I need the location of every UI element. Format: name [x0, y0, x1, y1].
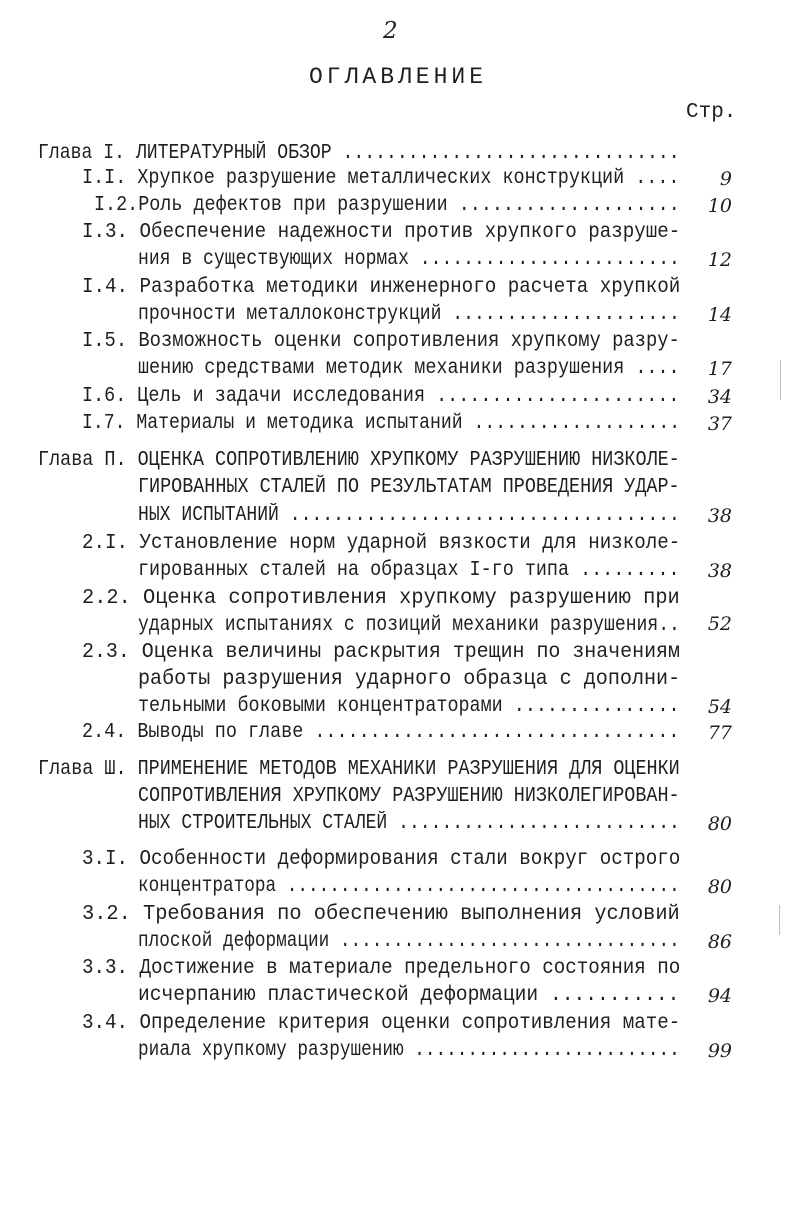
- scan-artifact: [779, 905, 780, 935]
- toc-entry-3-4: 3.4. Определение критерия оценки сопротивления мате-: [82, 1012, 681, 1035]
- toc-chapter-2: Глава П. ОЦЕНКА СОПРОТИВЛЕНИЮ ХРУПКОМУ РАЗРУШЕНИЮ НИЗКОЛЕ-: [38, 449, 680, 472]
- toc-page-1-2: 10: [707, 195, 732, 217]
- toc-entry-2-3-cont-1: работы разрушения ударного образца с дополни-: [138, 668, 681, 691]
- toc-chapter-3-cont-1: СОПРОТИВЛЕНИЯ ХРУПКОМУ РАЗРУШЕНИЮ НИЗКОЛЕГИРОВАН-: [138, 785, 680, 808]
- toc-entry-2-2: 2.2. Оценка сопротивления хрупкому разрушению при: [82, 587, 680, 610]
- toc-entry-1-4-cont: прочности металлоконструкций .....................: [138, 303, 680, 326]
- page-column-header: Стр.: [686, 101, 737, 124]
- toc-entry-1-5-cont: шению средствами методик механики разрушения ....: [138, 357, 680, 380]
- toc-entry-1-5: I.5. Возможность оценки сопротивления хрупкому разру-: [82, 330, 680, 353]
- toc-entry-3-3: 3.3. Достижение в материале предельного состояния по: [82, 957, 681, 980]
- toc-entry-2-3: 2.3. Оценка величины раскрытия трещин по значениям: [82, 641, 680, 664]
- toc-entry-1-3: I.3. Обеспечение надежности против хрупкого разруше-: [82, 221, 681, 244]
- toc-page-1-4: 14: [707, 304, 732, 326]
- toc-entry-1-1: I.I. Хрупкое разрушение металлических конструкций ....: [82, 167, 680, 190]
- toc-page-1-6: 34: [707, 386, 732, 408]
- scan-artifact: [780, 360, 781, 400]
- toc-entry-1-6: I.6. Цель и задачи исследования ......................: [82, 385, 680, 408]
- page-title: ОГЛАВЛЕНИЕ: [308, 64, 488, 90]
- toc-page-3-3: 94: [707, 985, 732, 1007]
- toc-entry-1-3-cont: ния в существующих нормах ........................: [138, 248, 680, 271]
- toc-entry-3-2: 3.2. Требования по обеспечению выполнения условий: [82, 903, 680, 926]
- toc-entry-3-4-cont: риала хрупкому разрушению .........................: [138, 1039, 680, 1062]
- toc-chapter-3-cont-2: НЫХ СТРОИТЕЛЬНЫХ СТАЛЕЙ ..........................: [138, 812, 680, 835]
- toc-page-chapter-3: 80: [707, 813, 732, 835]
- toc-page-3-1: 80: [707, 876, 732, 898]
- toc-page-2-4: 77: [707, 722, 732, 744]
- toc-page-1-1: 9: [719, 168, 732, 190]
- toc-chapter-2-cont-1: ГИРОВАННЫХ СТАЛЕЙ ПО РЕЗУЛЬТАТАМ ПРОВЕДЕНИЯ УДАР-: [138, 476, 680, 499]
- toc-entry-2-1: 2.I. Установление норм ударной вязкости для низколе-: [82, 532, 681, 555]
- toc-entry-3-3-cont: исчерпанию пластической деформации ...........: [138, 984, 680, 1007]
- toc-page-1-5: 17: [707, 358, 732, 380]
- toc-page-2-2: 52: [707, 613, 732, 635]
- page-number: 2: [383, 18, 398, 44]
- toc-entry-1-4: I.4. Разработка методики инженерного расчета хрупкой: [82, 276, 681, 299]
- toc-entry-2-3-cont-2: тельными боковыми концентраторами ...............: [138, 695, 680, 718]
- toc-page-chapter-2: 38: [707, 505, 732, 527]
- toc-entry-2-2-cont: ударных испытаниях с позиций механики разрушения..: [138, 614, 680, 637]
- toc-page-2-1: 38: [707, 560, 732, 582]
- toc-chapter-2-cont-2: НЫХ ИСПЫТАНИЙ ....................................: [138, 504, 680, 527]
- toc-entry-2-1-cont: гированных сталей на образцах I-го типа .........: [138, 559, 680, 582]
- toc-entry-3-1: 3.I. Особенности деформирования стали вокруг острого: [82, 848, 681, 871]
- toc-entry-3-1-cont: концентратора .....................................: [138, 875, 680, 898]
- toc-page-3-4: 99: [707, 1040, 732, 1062]
- toc-page-1-7: 37: [707, 413, 732, 435]
- toc-page-1-3: 12: [707, 249, 732, 271]
- toc-page-2-3: 54: [707, 696, 732, 718]
- toc-entry-3-2-cont: плоской деформации ................................: [138, 930, 680, 953]
- toc-page-3-2: 86: [707, 931, 732, 953]
- toc-entry-2-4: 2.4. Выводы по главе .................................: [82, 721, 680, 744]
- toc-chapter-1: Глава I. ЛИТЕРАТУРНЫЙ ОБЗОР ...............................: [38, 142, 680, 165]
- toc-entry-1-2: I.2.Роль дефектов при разрушении ....................: [94, 194, 680, 217]
- toc-chapter-3: Глава Ш. ПРИМЕНЕНИЕ МЕТОДОВ МЕХАНИКИ РАЗРУШЕНИЯ ДЛЯ ОЦЕНКИ: [38, 758, 680, 781]
- toc-entry-1-7: I.7. Материалы и методика испытаний ...................: [82, 412, 681, 435]
